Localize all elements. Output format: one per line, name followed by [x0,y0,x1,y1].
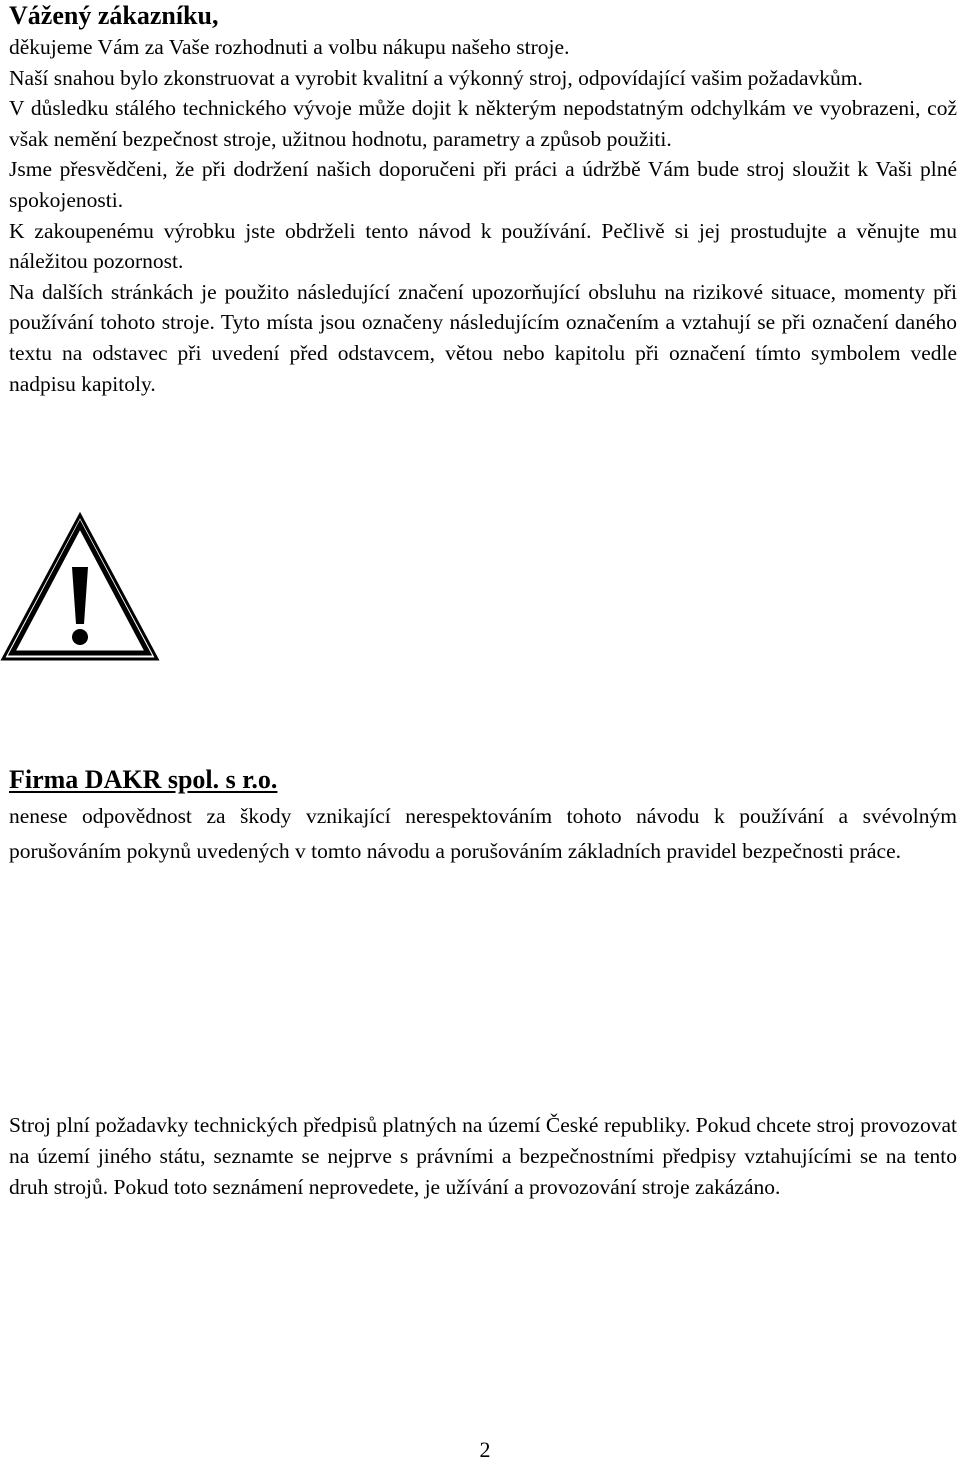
intro-paragraph: K zakoupenému výrobku jste obdrželi tento návod k používání. Pečlivě si jej prostudujte a věnujte mu náležitou pozornost. [9,218,957,274]
greeting-heading: Vážený zákazníku, [9,1,219,30]
warning-triangle-icon [0,512,160,662]
intro-paragraph: Jsme přesvědčeni, že při dodržení našich doporučeni při práci a údržbě Vám bude stroj sloužit k Vaši plné spokojenosti. [9,157,957,212]
intro-section [9,32,957,399]
page-number: 2 [479,1437,491,1462]
intro-paragraph: děkujeme Vám za Vaše rozhodnuti a volbu nákupu našeho stroje. [9,35,570,59]
intro-paragraph: Na dalších stránkách je použito následující značení upozorňující obsluhu na rizikové situace, momenty při používání tohoto stroje. Tyto místa jsou označeny následujícím označením a vztahují se při označení daného textu na odstavec při uvedení před odstavcem, větou nebo kapitolu při označení tímto symbolem vedle nadpisu kapitoly. [9,279,957,396]
intro-paragraph: V důsledku stálého technického vývoje může dojit k některým nepodstatným odchylkám ve vyobrazeni, což však nemění bezpečnost stroje, užitnou hodnotu, parametry a způsob použiti. [9,96,957,151]
intro-paragraph: Naší snahou bylo zkonstruovat a vyrobit kvalitní a výkonný stroj, odpovídající vašim požadavkům. [9,65,863,90]
regulation-paragraph: Stroj plní požadavky technických předpisů platných na území České republiky. Pokud chcete stroj provozovat na území jiného státu, seznamte se nejprve s právními a bezpečnostními předpisy vztahujícími se na tento druh strojů. Pokud toto seznámení neprovedete, je užívání a provozování stroje zakázáno. [9,1113,957,1199]
company-title: Firma DAKR spol. s r.o. [9,765,278,794]
liability-disclaimer: nenese odpovědnost za škody vznikající nerespektováním tohoto návodu k používání a svévolným porušováním pokynů uvedených v tomto návodu a porušováním základních pravidel bezpečnosti práce. [9,804,957,863]
